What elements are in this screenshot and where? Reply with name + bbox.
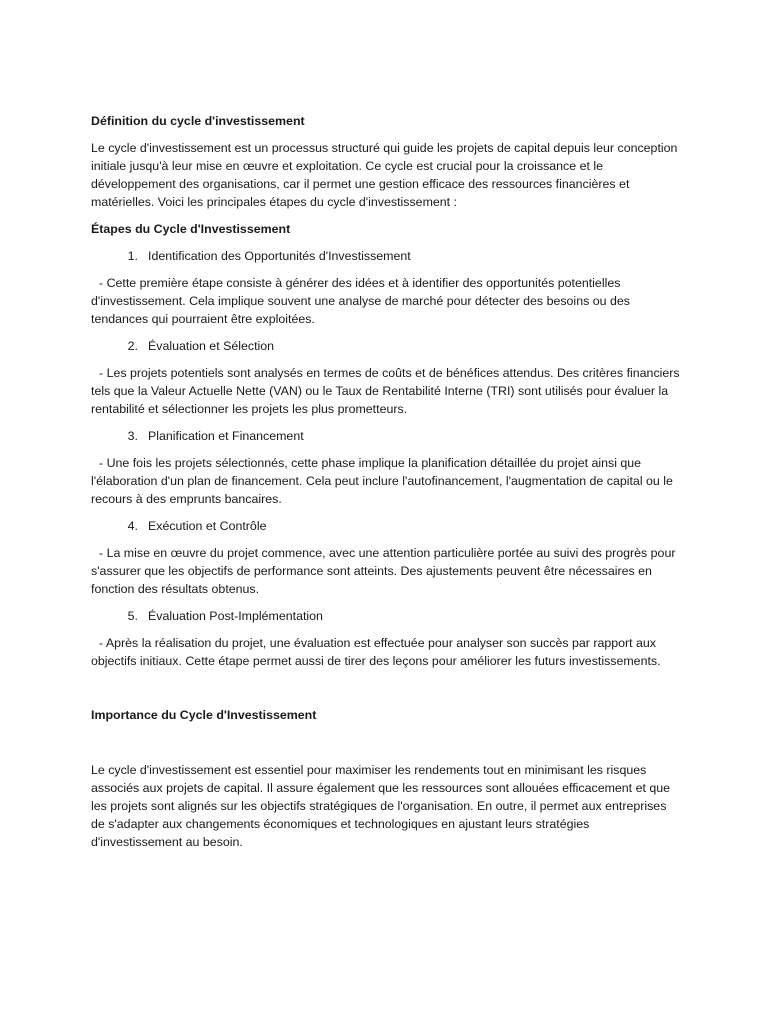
step-title: Évaluation et Sélection [148,339,275,353]
step-item [91,247,681,328]
document-page [91,112,681,851]
step-item [91,427,681,508]
step-title: Identification des Opportunités d'Investissement [148,249,411,263]
step-item [91,337,681,418]
step-title-row [91,337,681,355]
step-title-row [91,247,681,265]
step-description: - Une fois les projets sélectionnés, cette phase implique la planification détaillée du projet ainsi que l'élaboration d'un plan de financement. Cela peut inclure l'autofinancement, l'augmentation de capital ou le recours à des emprunts bancaires. [91,456,673,506]
step-description: - Les projets potentiels sont analysés en termes de coûts et de bénéfices attendus. Des critères financiers tels que la Valeur Actuelle Nette (VAN) ou le Taux de Rentabilité Interne (TRI) sont utilisés pour évaluer la rentabilité et sélectionner les projets les plus prometteurs. [91,366,680,416]
importance-heading: Importance du Cycle d'Investissement [91,708,317,722]
step-title: Évaluation Post-Implémentation [148,609,323,623]
step-title: Exécution et Contrôle [148,519,267,533]
step-description: - Après la réalisation du projet, une évaluation est effectuée pour analyser son succès par rapport aux objectifs initiaux. Cette étape permet aussi de tirer des leçons pour améliorer les futurs investissements. [91,636,661,668]
definition-paragraph: Le cycle d'investissement est un processus structuré qui guide les projets de capital depuis leur conception initiale jusqu'à leur mise en œuvre et exploitation. Ce cycle est crucial pour la croissance et le développement des organisations, car il permet une gestion efficace des ressources financières et matérielles. Voici les principales étapes du cycle d'investissement : [91,141,678,209]
step-number: 5. [127,609,138,623]
step-number: 1. [127,249,138,263]
step-number: 3. [127,429,138,443]
step-number: 2. [127,339,138,353]
step-title-row [91,607,681,625]
step-title-row [91,427,681,445]
step-title-row [91,517,681,535]
step-item [91,517,681,598]
steps-heading: Étapes du Cycle d'Investissement [91,222,291,236]
step-number: 4. [127,519,138,533]
step-title: Planification et Financement [148,429,304,443]
step-description: - Cette première étape consiste à générer des idées et à identifier des opportunités potentielles d'investissement. Cela implique souvent une analyse de marché pour détecter des besoins ou des tendances qui pourraient être exploitées. [91,276,630,326]
step-description: - La mise en œuvre du projet commence, avec une attention particulière portée au suivi des progrès pour s'assurer que les objectifs de performance sont atteints. Des ajustements peuvent être nécessaires en fonction des résultats obtenus. [91,546,676,596]
importance-paragraph: Le cycle d'investissement est essentiel pour maximiser les rendements tout en minimisant les risques associés aux projets de capital. Il assure également que les ressources sont allouées efficacement et que les projets sont alignés sur les objectifs stratégiques de l'organisation. En outre, il permet aux entreprises de s'adapter aux changements économiques et technologiques en ajustant leurs stratégies d'investissement au besoin. [91,763,671,849]
definition-heading: Définition du cycle d'investissement [91,114,305,128]
step-item [91,607,681,670]
